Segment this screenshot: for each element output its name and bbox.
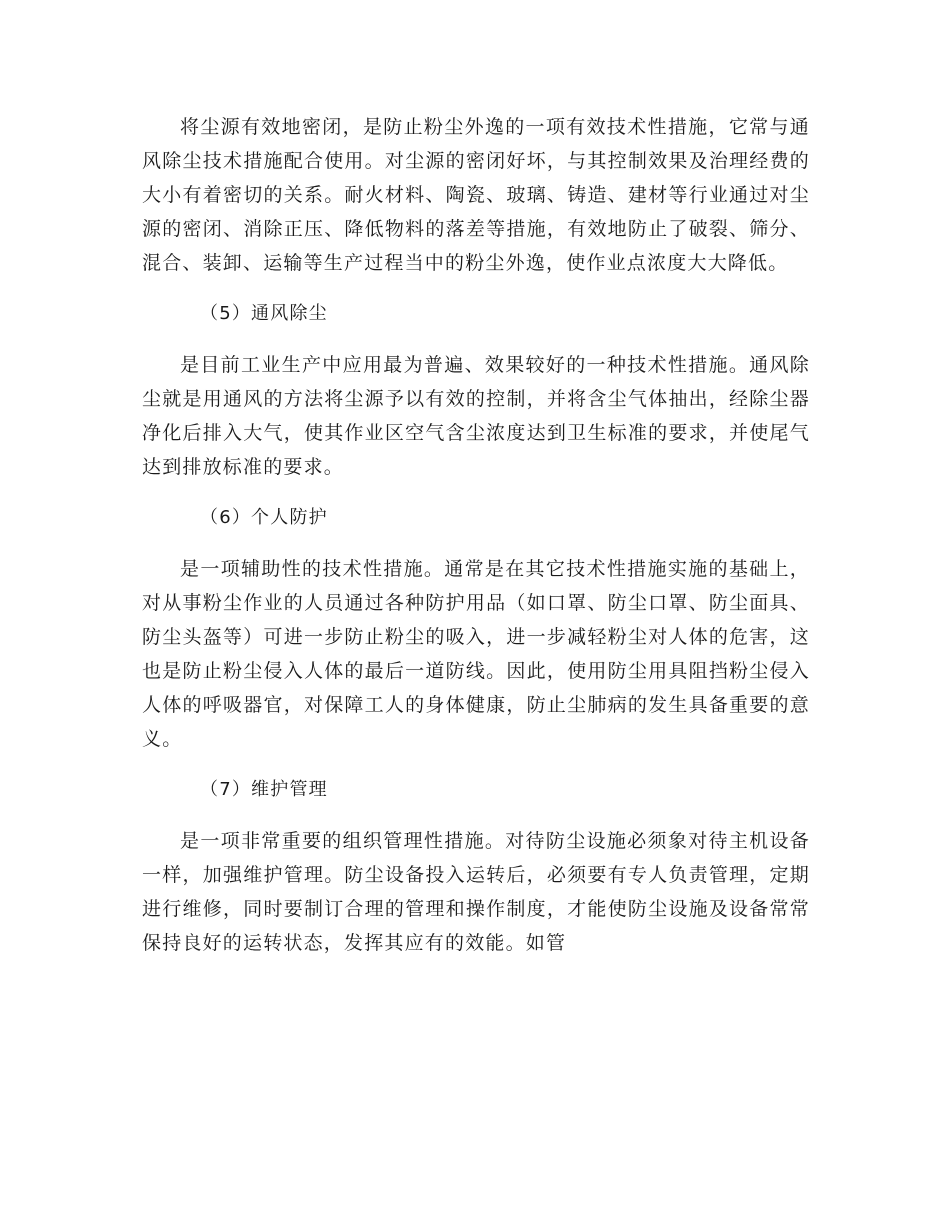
document-body (142, 110, 810, 977)
section-heading-ventilation-dust-removal: （5）通风除尘 (200, 303, 328, 324)
paragraph-dust-source-sealing: 将尘源有效地密闭，是防止粉尘外逸的一项有效技术性措施，它常与通风除尘技术措施配合使用。对尘源的密闭好坏，与其控制效果及治理经费的大小有着密切的关系。耐火材料、陶瓷、玻璃、铸造、建材等行业通过对尘源的密闭、消除正压、降低物料的落差等措施，有效地防止了破裂、筛分、混合、装卸、运输等生产过程当中的粉尘外逸，使作业点浓度大大降低。 (142, 116, 810, 274)
paragraph-ventilation-dust-removal: 是目前工业生产中应用最为普遍、效果较好的一种技术性措施。通风除尘就是用通风的方法将尘源予以有效的控制，并将含尘气体抽出，经除尘器净化后排入大气，使其作业区空气含尘浓度达到卫生标准的要求，并使尾气达到排放标准的要求。 (142, 354, 810, 478)
section-heading-personal-protection: （6）个人防护 (200, 507, 328, 528)
paragraph-maintenance-management: 是一项非常重要的组织管理性措施。对待防尘设施必须象对待主机设备一样，加强维护管理。防尘设备投入运转后，必须要有专人负责管理，定期进行维修，同时要制订合理的管理和操作制度，才能使防尘设施及设备常常保持良好的运转状态，发挥其应有的效能。如管 (142, 830, 810, 954)
section-heading-maintenance-management: （7）维护管理 (200, 779, 328, 800)
paragraph-personal-protection: 是一项辅助性的技术性措施。通常是在其它技术性措施实施的基础上，对从事粉尘作业的人员通过各种防护用品（如口罩、防尘口罩、防尘面具、防尘头盔等）可进一步防止粉尘的吸入，进一步减轻粉尘对人体的危害，这也是防止粉尘侵入人体的最后一道防线。因此，使用防尘用具阻挡粉尘侵入人体的呼吸器官，对保障工人的身体健康，防止尘肺病的发生具备重要的意义。 (142, 558, 810, 750)
